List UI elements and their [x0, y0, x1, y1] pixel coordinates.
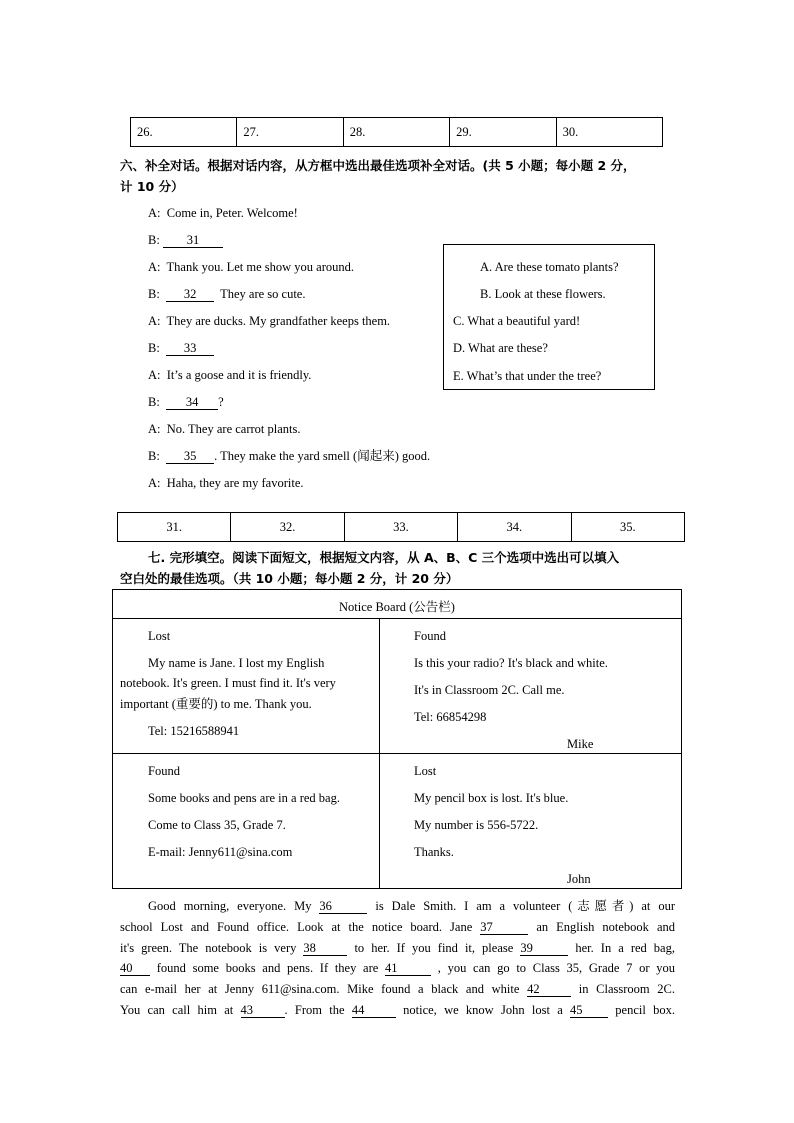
blank-42[interactable]: 42: [527, 982, 571, 997]
dialogue-text: They are so cute.: [220, 287, 306, 301]
speaker: A:: [148, 368, 161, 382]
answer-cell[interactable]: 27.: [237, 118, 343, 147]
notice-board: [112, 589, 682, 889]
passage-text: , you can go to Class 35, Grade 7 or you: [431, 961, 675, 976]
answer-cell[interactable]: 29.: [450, 118, 556, 147]
notice-line: Come to Class 35, Grade 7.: [148, 818, 286, 832]
notice-line: E-mail: Jenny611@sina.com: [148, 845, 293, 859]
option-b[interactable]: B. Look at these flowers.: [480, 287, 606, 301]
blank-40[interactable]: 40: [120, 961, 150, 976]
dialogue-line: [148, 286, 305, 302]
blank-39[interactable]: 39: [520, 941, 568, 956]
dialogue-line: [148, 205, 298, 221]
answer-cell[interactable]: 32.: [231, 513, 344, 542]
notice-line: notebook. It's green. I must find it. It's very: [120, 676, 336, 690]
blank-33[interactable]: 33: [166, 341, 214, 356]
answer-cell[interactable]: 35.: [571, 513, 684, 542]
blank-44[interactable]: 44: [352, 1003, 396, 1018]
passage-text: it's green. The notebook is very: [120, 940, 304, 955]
answer-table-26-30: [130, 117, 663, 147]
blank-36[interactable]: 36: [319, 899, 367, 914]
divider: [113, 753, 681, 754]
section6-heading-line1: 六、补全对话。根据对话内容，从方框中选出最佳选项补全对话。(共 5 小题；每小题 2 分，: [120, 158, 636, 173]
answer-cell[interactable]: 28.: [343, 118, 449, 147]
dialogue-line: [148, 367, 311, 383]
passage-text: You can call him at: [120, 1002, 241, 1017]
speaker: A:: [148, 206, 161, 220]
notice-line: Some books and pens are in a red bag.: [148, 791, 340, 805]
dialogue-text: Thank you. Let me show you around.: [166, 260, 354, 274]
passage-text: Good morning, everyone. My: [148, 899, 320, 913]
speaker: B:: [148, 287, 160, 301]
blank-41[interactable]: 41: [385, 961, 431, 976]
notice-label: Found: [414, 629, 446, 643]
divider: [379, 618, 380, 888]
blank-43[interactable]: 43: [241, 1003, 285, 1018]
speaker: A:: [148, 260, 161, 274]
speaker: B:: [148, 341, 160, 355]
dialogue-text: . They make the yard smell (闻起来) good.: [214, 449, 431, 463]
answer-cell[interactable]: 31.: [118, 513, 231, 542]
dialogue-line: [148, 475, 304, 491]
speaker: A:: [148, 422, 161, 436]
passage-text: notice, we know John lost a: [395, 1002, 571, 1017]
notice-line: Thanks.: [414, 845, 454, 859]
option-c[interactable]: C. What a beautiful yard!: [453, 314, 581, 328]
dialogue-line: [148, 232, 223, 248]
passage-text: her. In a red bag,: [568, 940, 675, 955]
blank-38[interactable]: 38: [303, 941, 347, 956]
answer-table-31-35: [117, 512, 685, 542]
dialogue-line: [148, 394, 224, 410]
notice-line: Tel: 15216588941: [148, 724, 240, 738]
passage-text: . From the: [284, 1002, 352, 1017]
notice-signature: John: [567, 872, 591, 886]
dialogue-line: [148, 313, 390, 329]
speaker: B:: [148, 233, 160, 247]
answer-cell[interactable]: 33.: [344, 513, 457, 542]
dialogue-text: Come in, Peter. Welcome!: [166, 206, 298, 220]
passage-line: [120, 917, 675, 938]
dialogue-text: They are ducks. My grandfather keeps them.: [166, 314, 391, 328]
dialogue-text: No. They are carrot plants.: [166, 422, 301, 436]
passage-text: is Dale Smith. I am a volunteer (志愿者) at our: [367, 899, 675, 913]
section6-heading-line2: 计 10 分）: [120, 179, 184, 194]
speaker: B:: [148, 449, 160, 463]
dialogue-line: [148, 421, 301, 437]
speaker: B:: [148, 395, 160, 409]
answer-cell[interactable]: 30.: [556, 118, 662, 147]
notice-line: It's in Classroom 2C. Call me.: [414, 683, 565, 697]
answer-cell[interactable]: 34.: [458, 513, 571, 542]
dialogue-text: Haha, they are my favorite.: [166, 476, 304, 490]
passage-line: [120, 1000, 675, 1021]
notice-label: Lost: [148, 629, 171, 643]
answer-cell[interactable]: 26.: [131, 118, 237, 147]
notice-board-title: Notice Board (公告栏): [339, 600, 455, 614]
notice-label: Lost: [414, 764, 437, 778]
dialogue-line: [148, 340, 214, 356]
dialogue-text: ?: [218, 395, 224, 409]
option-e[interactable]: E. What’s that under the tree?: [453, 369, 602, 383]
passage-text: an English notebook and: [528, 919, 675, 934]
notice-line: My number is 556-5722.: [414, 818, 539, 832]
options-box: [443, 244, 655, 390]
notice-label: Found: [148, 764, 180, 778]
passage-line: [120, 979, 675, 1000]
speaker: A:: [148, 314, 161, 328]
notice-signature: Mike: [567, 737, 594, 751]
notice-line: Is this your radio? It's black and white.: [414, 656, 608, 670]
dialogue-line: [148, 448, 430, 464]
option-a[interactable]: A. Are these tomato plants?: [480, 260, 619, 274]
dialogue-text: It’s a goose and it is friendly.: [166, 368, 312, 382]
blank-45[interactable]: 45: [570, 1003, 608, 1018]
speaker: A:: [148, 476, 161, 490]
option-d[interactable]: D. What are these?: [453, 341, 548, 355]
passage-line: [120, 896, 675, 917]
passage-text: found some books and pens. If they are: [150, 961, 386, 976]
divider: [113, 618, 681, 619]
notice-line: My pencil box is lost. It's blue.: [414, 791, 569, 805]
notice-line: Tel: 66854298: [414, 710, 487, 724]
blank-34[interactable]: 34: [166, 395, 218, 410]
section7-heading-line1: 七. 完形填空。阅读下面短文，根据短文内容，从 A、B、C 三个选项中选出可以填入: [148, 550, 620, 565]
blank-37[interactable]: 37: [480, 920, 528, 935]
passage-text: can e-mail her at Jenny 611@sina.com. Mike found a black and white: [120, 982, 528, 997]
notice-line: My name is Jane. I lost my English: [148, 656, 325, 670]
section7-heading-line2: 空白处的最佳选项。（共 10 小题；每小题 2 分，计 20 分）: [120, 571, 459, 586]
passage-line: [120, 938, 675, 959]
dialogue-line: [148, 259, 354, 275]
blank-35[interactable]: 35: [166, 449, 214, 464]
passage-text: school Lost and Found office. Look at the notice board. Jane: [120, 919, 481, 934]
passage-text: to her. If you find it, please: [347, 940, 521, 955]
passage-text: in Classroom 2C.: [571, 982, 675, 997]
blank-31[interactable]: 31: [163, 233, 223, 248]
cloze-passage: [120, 896, 675, 1021]
notice-line: important (重要的) to me. Thank you.: [120, 697, 312, 711]
blank-32[interactable]: 32: [166, 287, 214, 302]
passage-text: pencil box.: [608, 1002, 676, 1017]
passage-line: [120, 958, 675, 979]
